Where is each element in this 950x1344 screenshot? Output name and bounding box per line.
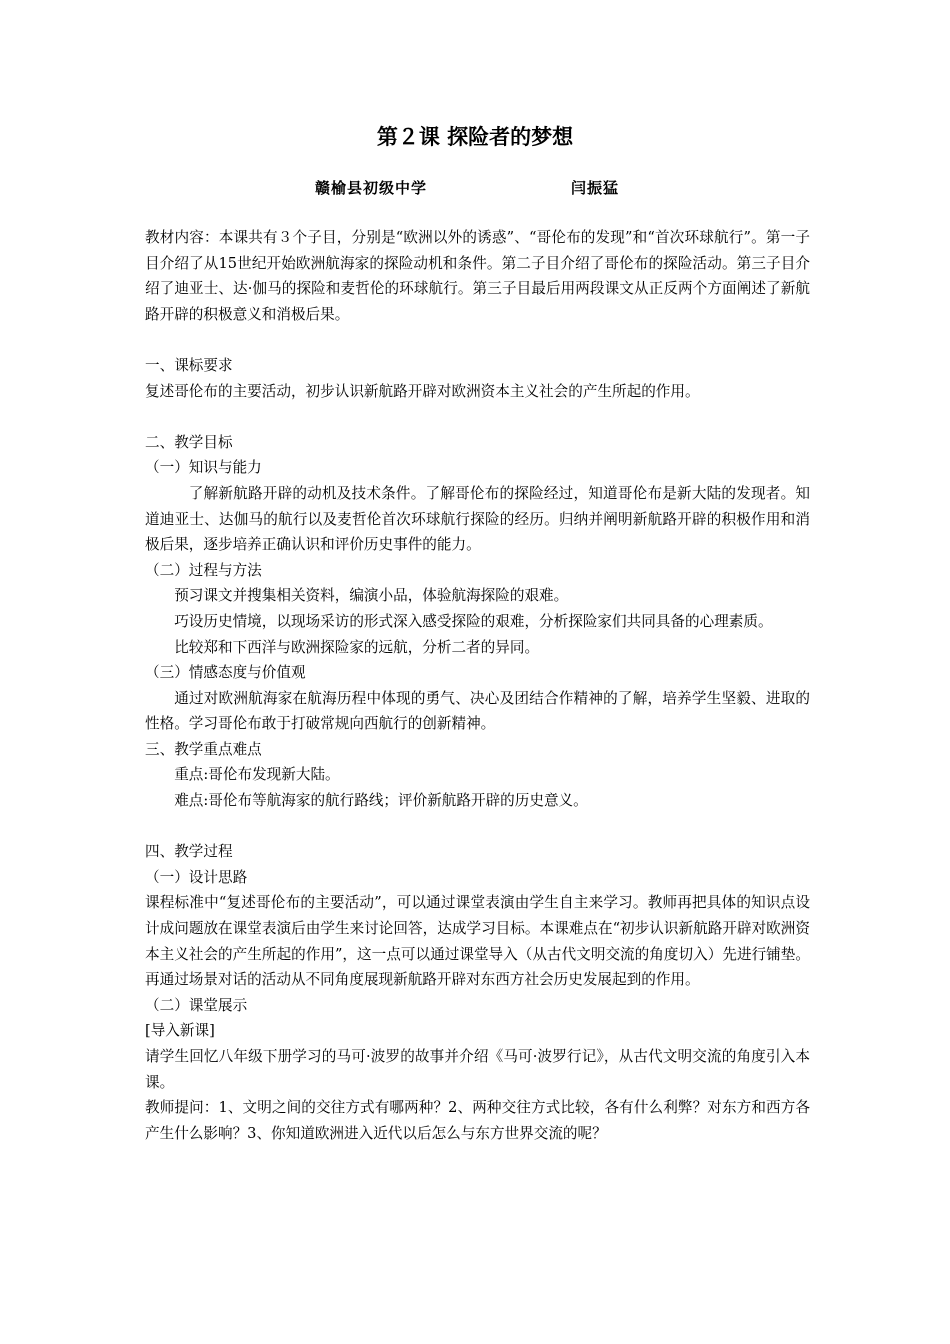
section-heading-goals: 二、教学目标 [145,433,233,451]
page-title: 第２课 探险者的梦想 [376,124,574,149]
section-heading-standards: 一、课标要求 [145,356,233,374]
subheading-process: （二）过程与方法 [145,561,262,579]
difficult-point-paragraph: 难点:哥伦布等航海家的航行路线；评价新航路开辟的历史意义。 [174,792,588,810]
process-paragraph-1: 预习课文并搜集相关资料，编演小品，体验航海探险的艰难。 [174,587,569,605]
spacer [145,327,810,353]
import-label: [导入新课] [145,1022,215,1040]
document-body [145,225,810,1146]
knowledge-paragraph: 了解新航路开辟的动机及技术条件。了解哥伦布的探险经过，知道哥伦布是新大陆的发现者。知道迪亚士、达伽马的航行以及麦哲伦首次环球航行探险的经历。归纳并阐明新航路开辟的积极作用和消极后果，逐步培养正确认识和评价历史事件的能力。 [145,484,810,554]
section-heading-key-points: 三、教学重点难点 [145,740,262,758]
subheading-knowledge: （一）知识与能力 [145,459,262,477]
key-point-paragraph: 重点:哥伦布发现新大陆。 [174,766,340,784]
teacher-question-paragraph: 教师提问：1、文明之间的交往方式有哪两种？2、两种交往方式比较，各有什么利弊？对东方和西方各产生什么影响？3、你知道欧洲进入近代以后怎么与东方世界交流的呢？ [145,1099,810,1142]
section-heading-process: 四、教学过程 [145,843,233,861]
subheading-classroom: （二）课堂展示 [145,996,248,1014]
standards-paragraph: 复述哥伦布的主要活动，初步认识新航路开辟对欧洲资本主义社会的产生所起的作用。 [145,382,700,400]
spacer [145,404,810,430]
spacer [145,814,810,840]
intro-paragraph: 教材内容：本课共有３个子目，分别是“欧洲以外的诱惑”、“哥伦布的发现”和“首次环球航行”。第一子目介绍了从15世纪开始欧洲航海家的探险动机和条件。第二子目介绍了哥伦布的探险活动。第三子目介绍了迪亚士、达·伽马的探险和麦哲伦的环球航行。第三子目最后用两段课文从正反两个方面阐述了新航路开辟的积极意义和消极后果。 [145,229,810,323]
author-name: 闫振猛 [571,179,620,197]
design-paragraph: 课程标准中“复述哥伦布的主要活动”，可以通过课堂表演由学生自主来学习。教师再把具体的知识点设计成问题放在课堂表演后由学生来讨论回答，达成学习目标。本课难点在“初步认识新航路开辟对欧洲资本主义社会的产生所起的作用”，这一点可以通过课堂导入（从古代文明交流的角度切入）先进行铺垫。再通过场景对话的活动从不同角度展现新航路开辟对东西方社会历史发展起到的作用。 [145,894,810,989]
subheading-design: （一）设计思路 [145,868,248,886]
byline [0,178,950,200]
subheading-attitude: （三）情感态度与价值观 [145,664,306,682]
process-paragraph-2: 巧设历史情境，以现场采访的形式深入感受探险的艰难，分析探险家们共同具备的心理素质。 [174,612,773,630]
process-paragraph-3: 比较郑和下西洋与欧洲探险家的远航，分析二者的异同。 [174,638,540,656]
school-name: 赣榆县初级中学 [315,179,428,197]
attitude-paragraph: 通过对欧洲航海家在航海历程中体现的勇气、决心及团结合作精神的了解，培养学生坚毅、进取的性格。学习哥伦布敢于打破常规向西航行的创新精神。 [145,689,810,733]
import-paragraph: 请学生回忆八年级下册学习的马可·波罗的故事并介绍《马可·波罗行记》，从古代文明交流的角度引入本课。 [145,1048,810,1091]
